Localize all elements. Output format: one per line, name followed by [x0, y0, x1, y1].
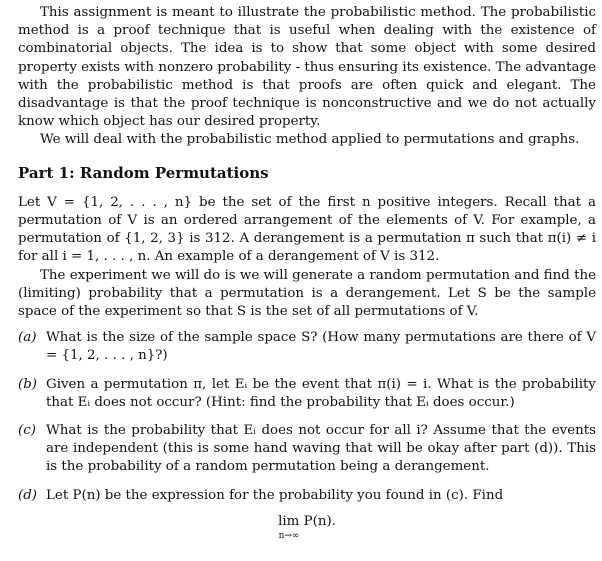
part1-paragraph-2: The experiment we will do is we will generate a random permutation and find the (limiting) probability that a permutation is a derangement. Let S be the sample space of the experiment so that S is the set of all permutations of V.	[18, 267, 596, 320]
limit-expression: lim P(n).	[278, 513, 336, 529]
question-item-a	[18, 329, 596, 365]
question-text: Let P(n) be the expression for the probability you found in (c). Find	[46, 487, 504, 503]
question-label: (c)	[18, 423, 36, 439]
question-item-b	[18, 376, 596, 412]
intro-paragraph-2: We will deal with the probabilistic method applied to permutations and graphs.	[40, 132, 580, 148]
question-text: Given a permutation π, let Eᵢ be the event that π(i) = i. What is the probability that Eᵢ does not occur? (Hint: find the probability that Eᵢ does occur.)	[46, 376, 596, 410]
question-label: (d)	[18, 487, 38, 503]
section-title: Part 1: Random Permutations	[18, 163, 269, 182]
limit-subscript: n→∞	[278, 530, 300, 541]
question-label: (a)	[18, 330, 37, 346]
question-text: What is the probability that Eᵢ does not occur for all i? Assume that the events are independent (this is some hand waving that will be okay after part (d)). This is the probability of a random permutation being a derangement.	[46, 423, 596, 475]
question-item-c	[18, 422, 596, 477]
question-list	[18, 329, 596, 505]
question-text: What is the size of the sample space S? (How many permutations are there of V = {1, 2, . . . , n}?)	[46, 330, 596, 364]
intro-paragraph-1: This assignment is meant to illustrate the probabilistic method. The probabilistic method is a proof technique that is useful when dealing with the existence of combinatorial objects. The idea is to show that some object with some desired property exists with nonzero probability - thus ensuring its existence. The advantage with the probabilistic method is that proofs are often quick and elegant. The disadvantage is that the proof technique is nonconstructive and we do not actually know which object has our desired property.	[18, 5, 596, 130]
limit-formula	[18, 515, 596, 543]
question-item-d	[18, 487, 596, 505]
question-label: (b)	[18, 376, 38, 392]
part1-paragraph-1: Let V = {1, 2, . . . , n} be the set of the first n positive integers. Recall that a permutation of V is an ordered arrangement of the elements of V. For example, a permutation of {1, 2, 3} is 312. A derangement is a permutation π such that π(i) ≠ i for all i = 1, . . . , n. An example of a derangement of V is 312.	[18, 194, 596, 265]
